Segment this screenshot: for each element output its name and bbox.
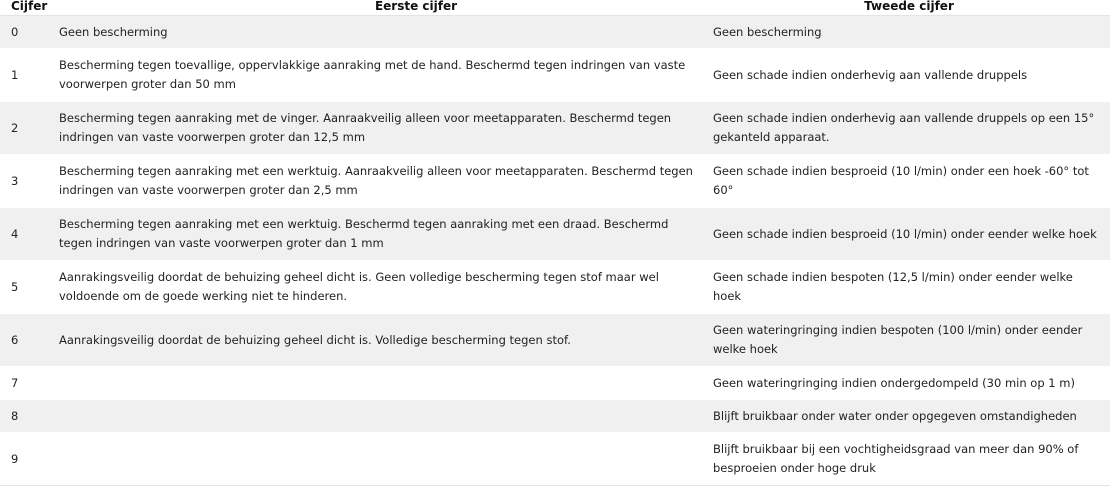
header-first-digit: Eerste cijfer	[50, 0, 704, 16]
table-row	[0, 367, 1110, 400]
row-first-description: Bescherming tegen aanraking met een werktuig. Aanraakveilig alleen voor meetapparaten. Beschermd tegen indringen van vaste voorwerpen groter dan 2,5 mm	[50, 155, 704, 208]
row-digit: 6	[0, 314, 50, 367]
row-first-description	[50, 400, 704, 433]
row-second-description: Geen wateringringing indien ondergedompeld (30 min op 1 m)	[704, 367, 1110, 400]
table-row	[0, 208, 1110, 261]
row-first-description: Bescherming tegen aanraking met een werktuig. Beschermd tegen aanraking met een draad. Beschermd tegen indringen van vaste voorwerpen groter dan 1 mm	[50, 208, 704, 261]
row-second-description: Geen schade indien bespoten (12,5 l/min) onder eender welke hoek	[704, 261, 1110, 314]
table-header-row	[0, 0, 1110, 16]
row-second-description: Geen schade indien onderhevig aan vallende druppels op een 15° gekanteld apparaat.	[704, 102, 1110, 155]
row-second-description: Blijft bruikbaar bij een vochtigheidsgraad van meer dan 90% of besproeien onder hoge druk	[704, 433, 1110, 486]
header-second-digit: Tweede cijfer	[704, 0, 1110, 16]
table-row	[0, 16, 1110, 49]
row-second-description: Geen schade indien besproeid (10 l/min) onder een hoek -60° tot 60°	[704, 155, 1110, 208]
row-digit: 9	[0, 433, 50, 486]
table-row	[0, 433, 1110, 486]
row-first-description: Bescherming tegen aanraking met de vinger. Aanraakveilig alleen voor meetapparaten. Beschermd tegen indringen van vaste voorwerpen groter dan 12,5 mm	[50, 102, 704, 155]
row-digit: 5	[0, 261, 50, 314]
row-second-description: Geen schade indien onderhevig aan vallende druppels	[704, 49, 1110, 102]
row-digit: 7	[0, 367, 50, 400]
row-second-description: Geen wateringringing indien bespoten (100 l/min) onder eender welke hoek	[704, 314, 1110, 367]
row-digit: 3	[0, 155, 50, 208]
table-row	[0, 155, 1110, 208]
row-first-description: Bescherming tegen toevallige, oppervlakkige aanraking met de hand. Beschermd tegen indringen van vaste voorwerpen groter dan 50 mm	[50, 49, 704, 102]
row-first-description: Geen bescherming	[50, 16, 704, 49]
row-digit: 8	[0, 400, 50, 433]
row-digit: 4	[0, 208, 50, 261]
row-digit: 1	[0, 49, 50, 102]
row-digit: 2	[0, 102, 50, 155]
row-first-description: Aanrakingsveilig doordat de behuizing geheel dicht is. Geen volledige bescherming tegen stof maar wel voldoende om de goede werking niet te hinderen.	[50, 261, 704, 314]
table-row	[0, 261, 1110, 314]
table-row	[0, 49, 1110, 102]
row-second-description: Geen schade indien besproeid (10 l/min) onder eender welke hoek	[704, 208, 1110, 261]
row-digit: 0	[0, 16, 50, 49]
row-first-description: Aanrakingsveilig doordat de behuizing geheel dicht is. Volledige bescherming tegen stof.	[50, 314, 704, 367]
row-first-description	[50, 367, 704, 400]
table-row	[0, 400, 1110, 433]
table-row	[0, 314, 1110, 367]
row-first-description	[50, 433, 704, 486]
header-digit: Cijfer	[0, 0, 50, 16]
row-second-description: Geen bescherming	[704, 16, 1110, 49]
row-second-description: Blijft bruikbaar onder water onder opgegeven omstandigheden	[704, 400, 1110, 433]
table-row	[0, 102, 1110, 155]
